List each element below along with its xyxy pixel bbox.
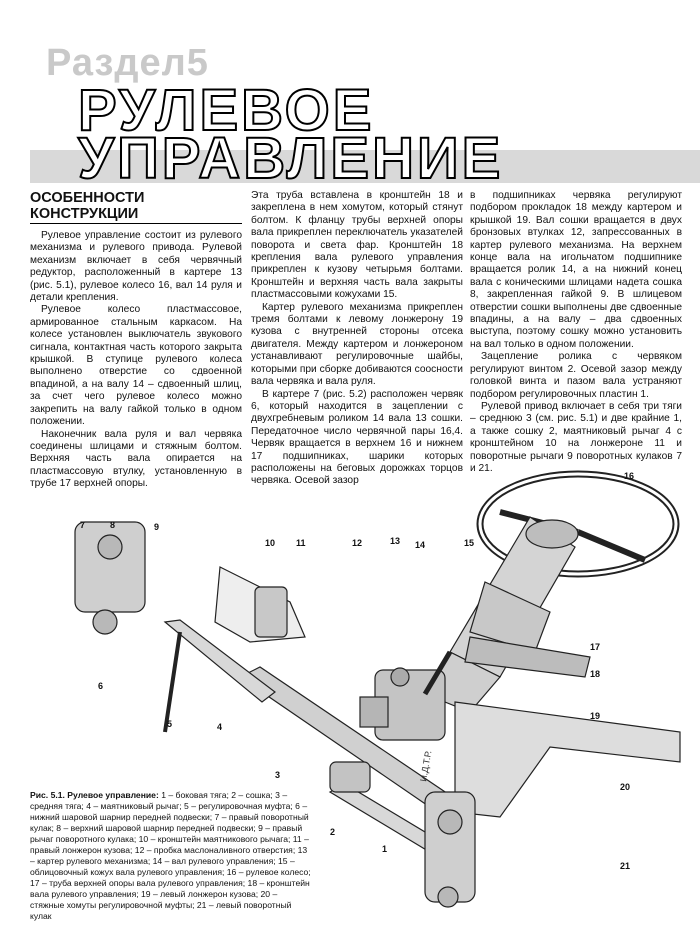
left-knuckle	[425, 792, 475, 902]
paragraph: Зацепление ролика с червяком регулируют винтом 2. Осевой зазор между головкой винта и пазом вала устраняют подбором регулировочных пластин 1.	[470, 351, 682, 400]
callout-label: 16	[624, 471, 635, 481]
text-column-1	[30, 190, 242, 491]
paragraph: Эта труба вставлена в кронштейн 18 и закреплена в нем хомутом, который стянут болтом. К фланцу трубы верхней опоры вала прикреплен переключатель указателей поворота и света фар. Кронштейн 18 крепления вала рулевого управления прикреплен к кузову четырьмя болтами. Кронштейн и верхняя часть вала закрыты пластмассовыми кожухами 15.	[251, 190, 463, 301]
callout-label: 1	[382, 844, 388, 854]
callout-label: 17	[590, 642, 601, 652]
callout-label: 9	[154, 522, 160, 532]
chapter-header	[0, 0, 700, 191]
callout-label: 8	[110, 520, 116, 530]
left-rail	[455, 702, 680, 817]
section-label: Раздел5	[46, 42, 209, 84]
callout-label: 4	[217, 722, 223, 732]
callout-label: 13	[390, 536, 401, 546]
paragraph: в подшипниках червяка регулируют подбором прокладок 18 между картером и крышкой 19. Вал сошки вращается в двух бронзовых втулках 12, запрессованных в картер рулевого механизма. На верхнем конце вала на игольчатом подшипнике вращается ролик 14, а на нижний конец вала с коническими шлицами надета сошка 8, закрепленная гайкой 9. В шлицевом отверстии сошки выполнены две сдвоенные впадины, а на валу – два сдвоенных выступа, поэтому сошку можно установить на вал только в одном положении.	[470, 190, 682, 350]
callout-label: 11	[296, 538, 306, 548]
caption-text: 1 – боковая тяга; 2 – сошка; 3 – средняя тяга; 4 – маятниковый рычаг; 5 – регулировочная муфта; 6 – нижний шаровой шарнир передней подвески; 7 – правый поворотный кулак; 8 – верхний шаровой шарнир передней подвески; 9 – правый рычаг поворотного кулака; 10 – кронштейн маятникового рычага; 11 – правый лонжерон кузова; 12 – пробка маслоналивного отверстия; 13 – картер рулевого механизма; 14 – вал рулевого управления; 15 – облицовочный кожух вала рулевого управления; 16 – рулевое колесо; 17 – труба верхней опоры вала рулевого управления; 18 – кронштейн вала рулевого управления; 19 – левый лонжерон кузова; 20 – стяжные хомуты регулировочной муфты; 21 – левый поворотный кулак	[30, 790, 311, 921]
section-heading: ОСОБЕННОСТИ КОНСТРУКЦИИ	[30, 190, 242, 224]
callout-label: 5	[167, 719, 173, 729]
figure-caption	[30, 790, 312, 922]
chapter-title-line1: РУЛЕВОЕ	[78, 78, 375, 143]
chapter-title-line2: УПРАВЛЕНИЕ	[78, 126, 504, 191]
callout-label: 7	[80, 520, 86, 530]
callout-label: 6	[98, 681, 104, 691]
paragraph: Рулевой привод включает в себя три тяги – среднюю 3 (см. рис. 5.1) и две крайние 1, а также сошку 2, маятниковый рычаг 4 с кронштейном 10 на лонжероне 11 и поворотные рычаги 9 поворотных кулаков 7 и 21.	[470, 400, 682, 474]
paragraph: Картер рулевого механизма прикреплен тремя болтами к левому лонжерону 19 кузова с внутренней стороны отсека двигателя. Между картером и лонжероном устанавливают регулировочные шайбы, которыми при сборке добиваются соосности вала червяка и вала руля.	[251, 301, 463, 388]
text-column-2	[251, 190, 463, 488]
illustrator-signature: И.Д.Т.Р.	[418, 749, 434, 783]
callout-label: 21	[620, 861, 631, 871]
callout-label: 20	[620, 782, 631, 792]
paragraph: Рулевое колесо пластмассовое, армированное стальным каркасом. На колесе установлен выключатель звукового сигнала, контактная часть которого закрыта крышкой. В ступице рулевого колеса выполнено отверстие со сдвоенной впадиной, а на валу 14 – сдвоенный шлиц, за счет чего рулевое колесо можно закрепить на валу гайкой только в одном положении.	[30, 304, 242, 428]
paragraph: Наконечник вала руля и вал червяка соединены шлицами и стяжным болтом. Верхняя часть вала опирается на пластмассовую втулку, установленную в трубе 17 верхней опоры.	[30, 428, 242, 490]
callout-label: 3	[275, 770, 281, 780]
caption-title: Рис. 5.1. Рулевое управление:	[30, 790, 159, 800]
text-column-3	[470, 190, 682, 475]
callout-label: 10	[265, 538, 276, 548]
callout-label: 2	[330, 827, 336, 837]
paragraph: В картере 7 (рис. 5.2) расположен червяк 6, который находится в зацеплении с двухгребневым роликом 14 вала 13 сошки. Передаточное число червячной пары 16,4. Червяк вращается в верхнем 16 и нижнем 17 подшипниках, шарики которых расположены на беговых дорожках торцов червяка. Осевой зазор	[251, 388, 463, 487]
paragraph: Рулевое управление состоит из рулевого механизма и рулевого привода. Рулевой механизм включает в себя червячный редуктор, расположенный в картере 13 (рис. 5.1), рулевое колесо 16, вал 14 руля и детали крепления.	[30, 230, 242, 304]
callout-label: 12	[352, 538, 363, 548]
callout-label: 14	[415, 540, 426, 550]
callout-label: 18	[590, 669, 601, 679]
callout-label: 15	[464, 538, 475, 548]
callout-label: 19	[590, 711, 601, 721]
